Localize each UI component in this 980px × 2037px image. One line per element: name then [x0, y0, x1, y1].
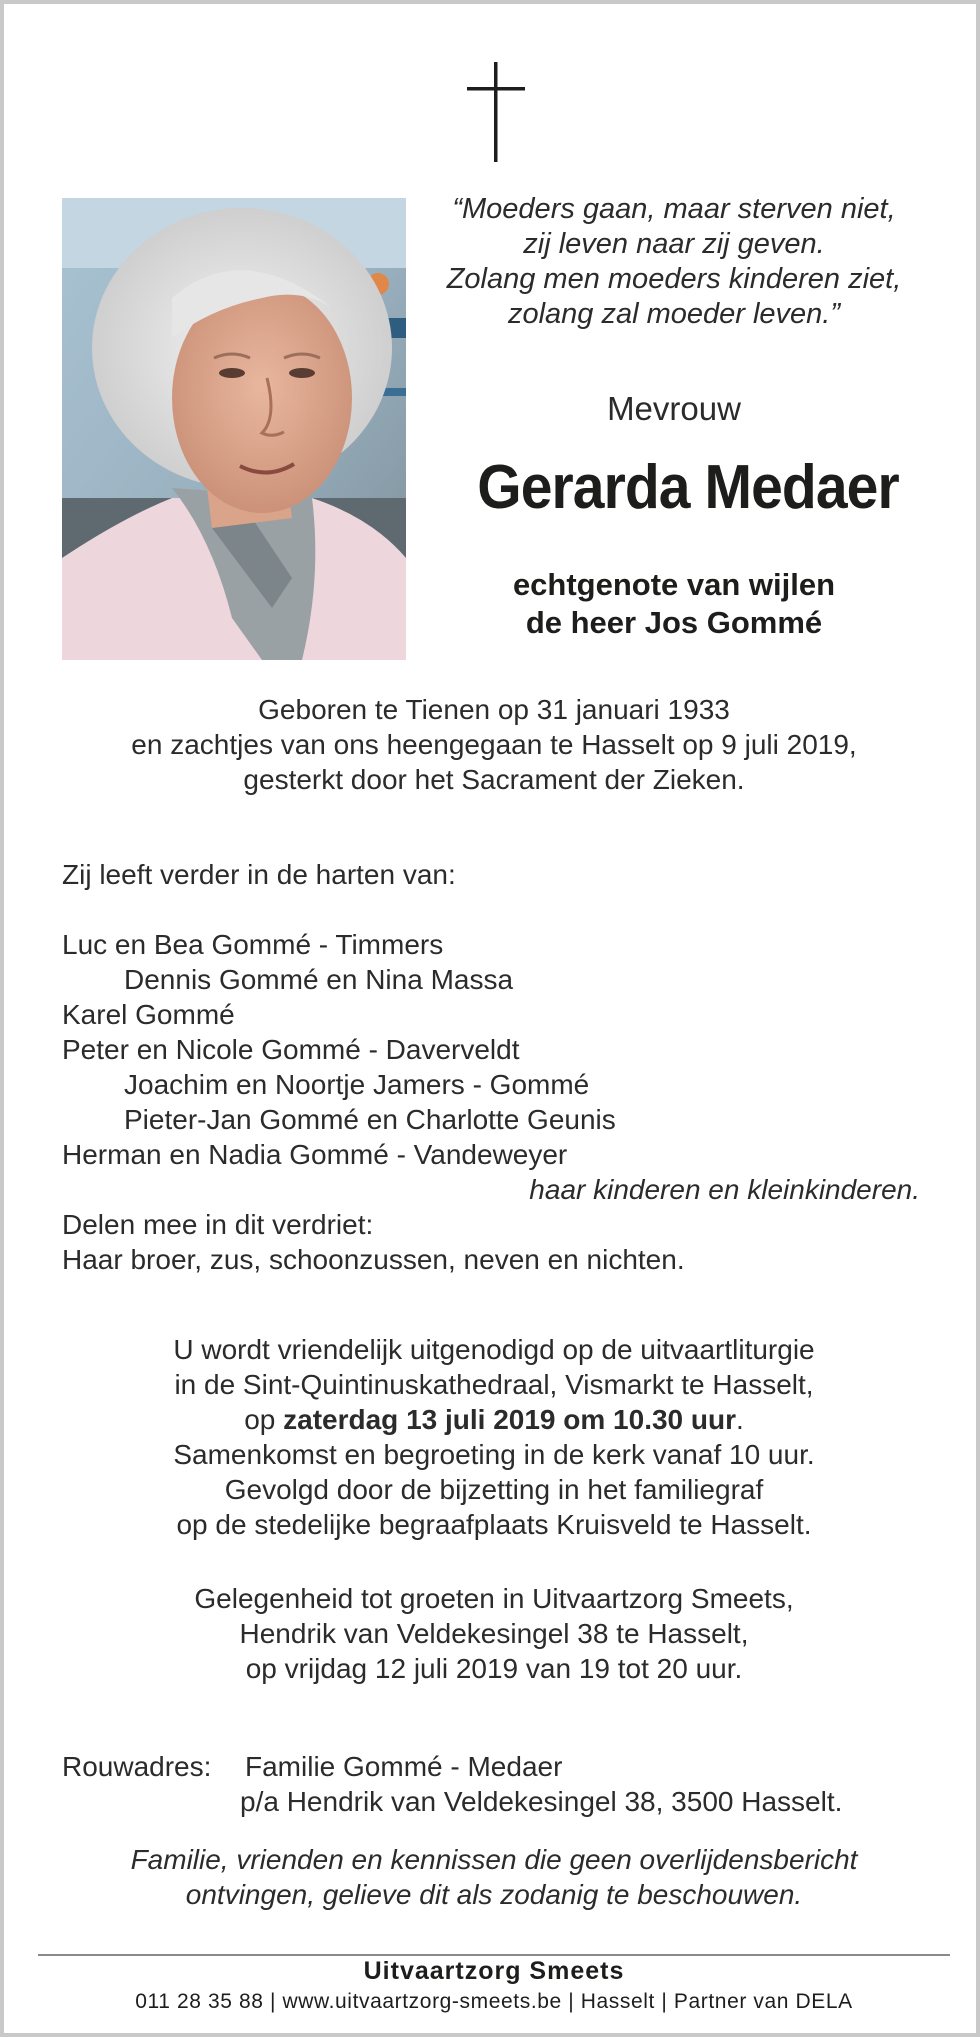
- portrait-photo: [62, 198, 406, 660]
- funeral-line: in de Sint-Quintinuskathedraal, Vismarkt te Hasselt,: [174, 1369, 814, 1400]
- funeral-datetime-line: [44, 1402, 944, 1437]
- sacrament-line: gesterkt door het Sacrament der Zieken.: [243, 764, 745, 795]
- list-item: Luc en Bea Gommé - Timmers: [62, 929, 444, 960]
- cross-icon: [467, 62, 525, 162]
- notice-text: [44, 1842, 944, 1912]
- funeral-info: [44, 1332, 944, 1542]
- birth-death-info: [44, 692, 944, 797]
- list-item: Dennis Gommé en Nina Massa: [124, 964, 514, 995]
- quote-line: “Moeders gaan, maar sterven niet,: [452, 193, 896, 225]
- funeral-line: U wordt vriendelijk uitgenodigd op de uitvaartliturgie: [173, 1334, 815, 1365]
- birth-line: Geboren te Tienen op 31 januari 1933: [258, 694, 730, 725]
- death-line: en zachtjes van ons heengegaan te Hasselt op 9 juli 2019,: [131, 729, 857, 760]
- quote-line: Zolang men moeders kinderen ziet,: [446, 263, 902, 295]
- visitation-line: Gelegenheid tot groeten in Uitvaartzorg Smeets,: [194, 1583, 794, 1614]
- mourning-address-street: p/a Hendrik van Veldekesingel 38, 3500 Hasselt.: [240, 1786, 843, 1817]
- shared-grief-intro: Delen mee in dit verdriet:: [62, 1209, 374, 1240]
- list-item: Pieter-Jan Gommé en Charlotte Geunis: [124, 1104, 616, 1135]
- honorific: Mevrouw: [607, 390, 741, 427]
- footer-divider: [38, 1954, 950, 1956]
- family-list: [62, 927, 942, 1277]
- notice-line: Familie, vrienden en kennissen die geen overlijdensbericht: [130, 1844, 858, 1875]
- funeral-line: op de stedelijke begraafplaats Kruisveld te Hasselt.: [176, 1509, 812, 1540]
- funeral-datetime: zaterdag 13 juli 2019 om 10.30 uur: [283, 1404, 737, 1435]
- funeral-home-name: Uitvaartzorg Smeets: [363, 1957, 625, 1985]
- list-item: Karel Gommé: [62, 999, 235, 1030]
- deceased-name: Gerarda Medaer: [477, 453, 899, 522]
- spouse-line: de heer Jos Gommé: [525, 605, 823, 640]
- funeral-prefix: op: [244, 1404, 284, 1435]
- spouse-info: [424, 566, 924, 642]
- list-item: Peter en Nicole Gommé - Daverveldt: [62, 1034, 520, 1065]
- mourning-address: [62, 1749, 942, 1819]
- quote-line: zij leven naar zij geven.: [523, 228, 825, 260]
- quote-line: zolang zal moeder leven.”: [507, 298, 841, 330]
- visitation-info: [44, 1581, 944, 1686]
- shared-grief-list: Haar broer, zus, schoonzussen, neven en nichten.: [62, 1244, 685, 1275]
- notice-line: ontvingen, gelieve dit als zodanig te beschouwen.: [185, 1879, 803, 1910]
- funeral-suffix: .: [736, 1404, 744, 1435]
- spouse-line: echtgenote van wijlen: [512, 567, 836, 602]
- visitation-line: Hendrik van Veldekesingel 38 te Hasselt,: [239, 1618, 749, 1649]
- family-caption: haar kinderen en kleinkinderen.: [529, 1174, 920, 1205]
- list-item: Herman en Nadia Gommé - Vandeweyer: [62, 1139, 568, 1170]
- funeral-line: Samenkomst en begroeting in de kerk vanaf 10 uur.: [173, 1439, 815, 1470]
- mourning-address-first-line: [62, 1749, 942, 1784]
- survivors-intro: Zij leeft verder in de harten van:: [62, 859, 456, 890]
- list-item: Joachim en Noortje Jamers - Gommé: [124, 1069, 590, 1100]
- funeral-home-contact: 011 28 35 88 | www.uitvaartzorg-smeets.be | Hasselt | Partner van DELA: [135, 1990, 853, 2013]
- mourning-address-name: Familie Gommé - Medaer: [245, 1751, 563, 1782]
- visitation-line: op vrijdag 12 juli 2019 van 19 tot 20 uur.: [245, 1653, 743, 1684]
- funeral-line: Gevolgd door de bijzetting in het familiegraf: [224, 1474, 764, 1505]
- mourning-address-label: Rouwadres:: [62, 1751, 212, 1782]
- memorial-quote: [424, 192, 924, 332]
